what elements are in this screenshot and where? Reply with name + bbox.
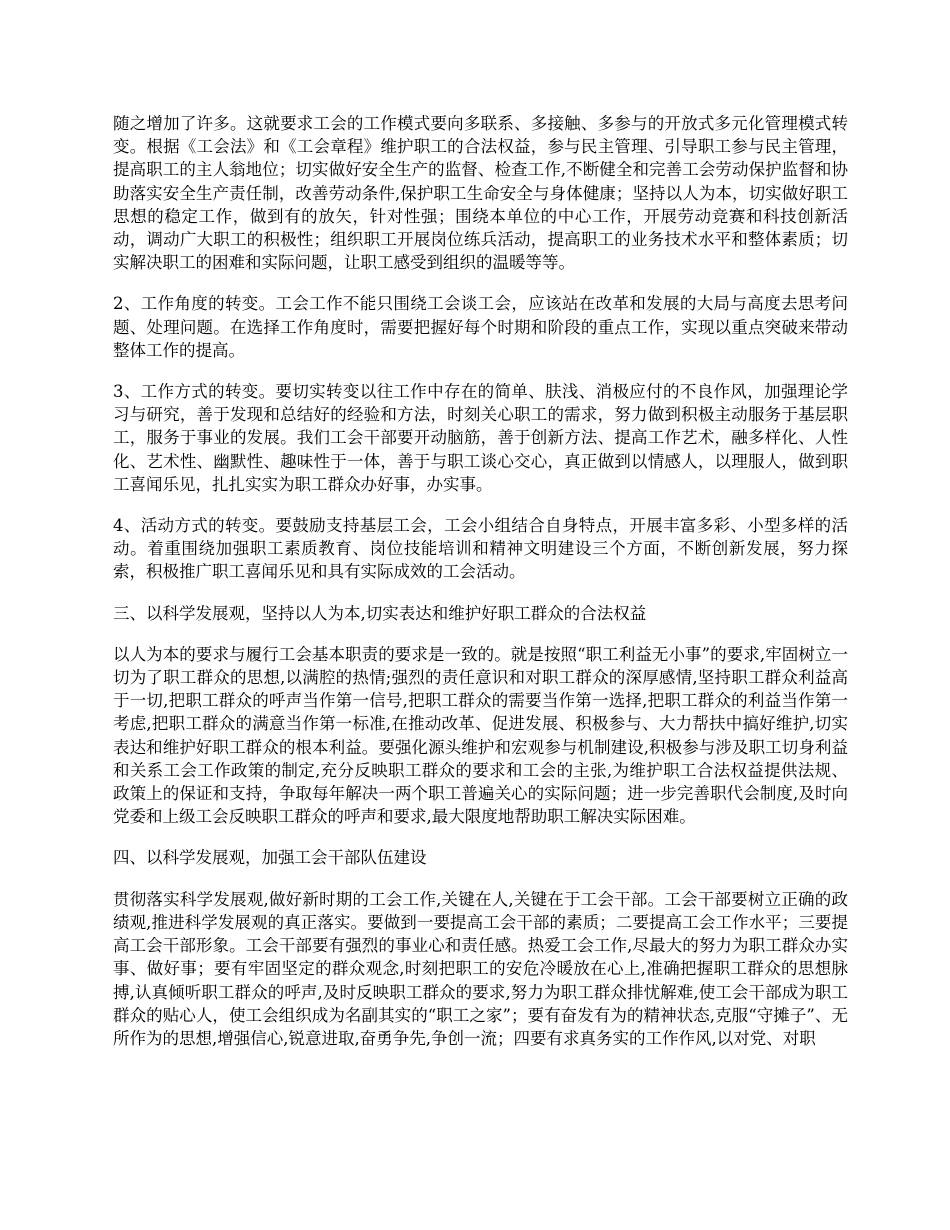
paragraph-activity-method: 4、活动方式的转变。要鼓励支持基层工会，工会小组结合自身特点，开展丰富多彩、小型多样的活动。着重围绕加强职工素质教育、岗位技能培训和精神文明建设三个方面，不断创新发展，努力探索，积极推广职工喜闻乐见和具有实际成效的工会活动。 bbox=[113, 516, 848, 582]
section-heading-four: 四、以科学发展观，加强工会干部队伍建设 bbox=[113, 848, 427, 868]
paragraph-continued-text: 随之增加了许多。这就要求工会的工作模式要向多联系、多接触、多参与的开放式多元化管理模式转变。根据《工会法》和《工会章程》维护职工的合法权益，参与民主管理、引导职工参与民主管理，提高职工的主人翁地位；切实做好安全生产的监督、检查工作,不断健全和完善工会劳动保护监督和协助落实安全生产责任制，改善劳动条件,保护职工生命安全与身体健康；坚持以人为本，切实做好职工思想的稳定工作，做到有的放矢，针对性强；围绕本单位的中心工作，开展劳动竞赛和科技创新活动，调动广大职工的积极性；组织职工开展岗位练兵活动，提高职工的业务技术水平和整体素质；切实解决职工的困难和实际问题，让职工感受到组织的温暖等等。 bbox=[113, 114, 848, 273]
paragraph-work-method: 3、工作方式的转变。要切实转变以往工作中存在的简单、肤浅、消极应付的不良作风，加强理论学习与研究，善于发现和总结好的经验和方法，时刻关心职工的需求，努力做到积极主动服务于基层职工，服务于事业的发展。我们工会干部要开动脑筋，善于创新方法、提高工作艺术，融多样化、人性化、艺术性、幽默性、趣味性于一体，善于与职工谈心交心，真正做到以情感人，以理服人，做到职工喜闻乐见，扎扎实实为职工群众办好事，办实事。 bbox=[113, 382, 848, 494]
section-heading-three: 三、以科学发展观，坚持以人为本,切实表达和维护好职工群众的合法权益 bbox=[113, 603, 647, 623]
document-body bbox=[113, 112, 848, 1068]
paragraph-cadre-building: 贯彻落实科学发展观,做好新时期的工会工作,关键在人,关键在于工会干部。工会干部要树立正确的政绩观,推进科学发展观的真正落实。要做到一要提高工会干部的素质；二要提高工会工作水平；三要提高工会干部形象。工会干部要有强烈的事业心和责任感。热爱工会工作,尽最大的努力为职工群众办实事、做好事；要有牢固坚定的群众观念,时刻把职工的安危冷暖放在心上,准确把握职工群众的思想脉搏,认真倾听职工群众的呼声,及时反映职工群众的要求,努力为职工群众排忧解难,使工会干部成为职工群众的贴心人，使工会组织成为名副其实的“职工之家”；要有奋发有为的精神状态,克服“守摊子”、无所作为的思想,增强信心,锐意进取,奋勇争先,争创一流；四要有求真务实的工作作风,以对党、对职 bbox=[113, 889, 848, 1048]
paragraph-people-oriented: 以人为本的要求与履行工会基本职责的要求是一致的。就是按照“职工利益无小事”的要求,牢固树立一切为了职工群众的思想,以满腔的热情;强烈的责任意识和对职工群众的深厚感情,坚持职工群众利益高于一切,把职工群众的呼声当作第一信号,把职工群众的需要当作第一选择,把职工群众的利益当作第一考虑,把职工群众的满意当作第一标准,在推动改革、促进发展、积极参与、大力帮扶中搞好维护,切实表达和维护好职工群众的根本利益。要强化源头维护和宏观参与机制建设,积极参与涉及职工切身利益和关系工会工作政策的制定,充分反映职工群众的要求和工会的主张,为维护职工合法权益提供法规、政策上的保证和支持，争取每年解决一两个职工普遍关心的实际问题；进一步完善职代会制度,及时向党委和上级工会反映职工群众的呼声和要求,最大限度地帮助职工解决实际困难。 bbox=[113, 644, 848, 827]
paragraph-work-perspective: 2、工作角度的转变。工会工作不能只围绕工会谈工会，应该站在改革和发展的大局与高度去思考问题、处理问题。在选择工作角度时，需要把握好每个时期和阶段的重点工作，实现以重点突破来带动整体工作的提高。 bbox=[113, 294, 848, 360]
